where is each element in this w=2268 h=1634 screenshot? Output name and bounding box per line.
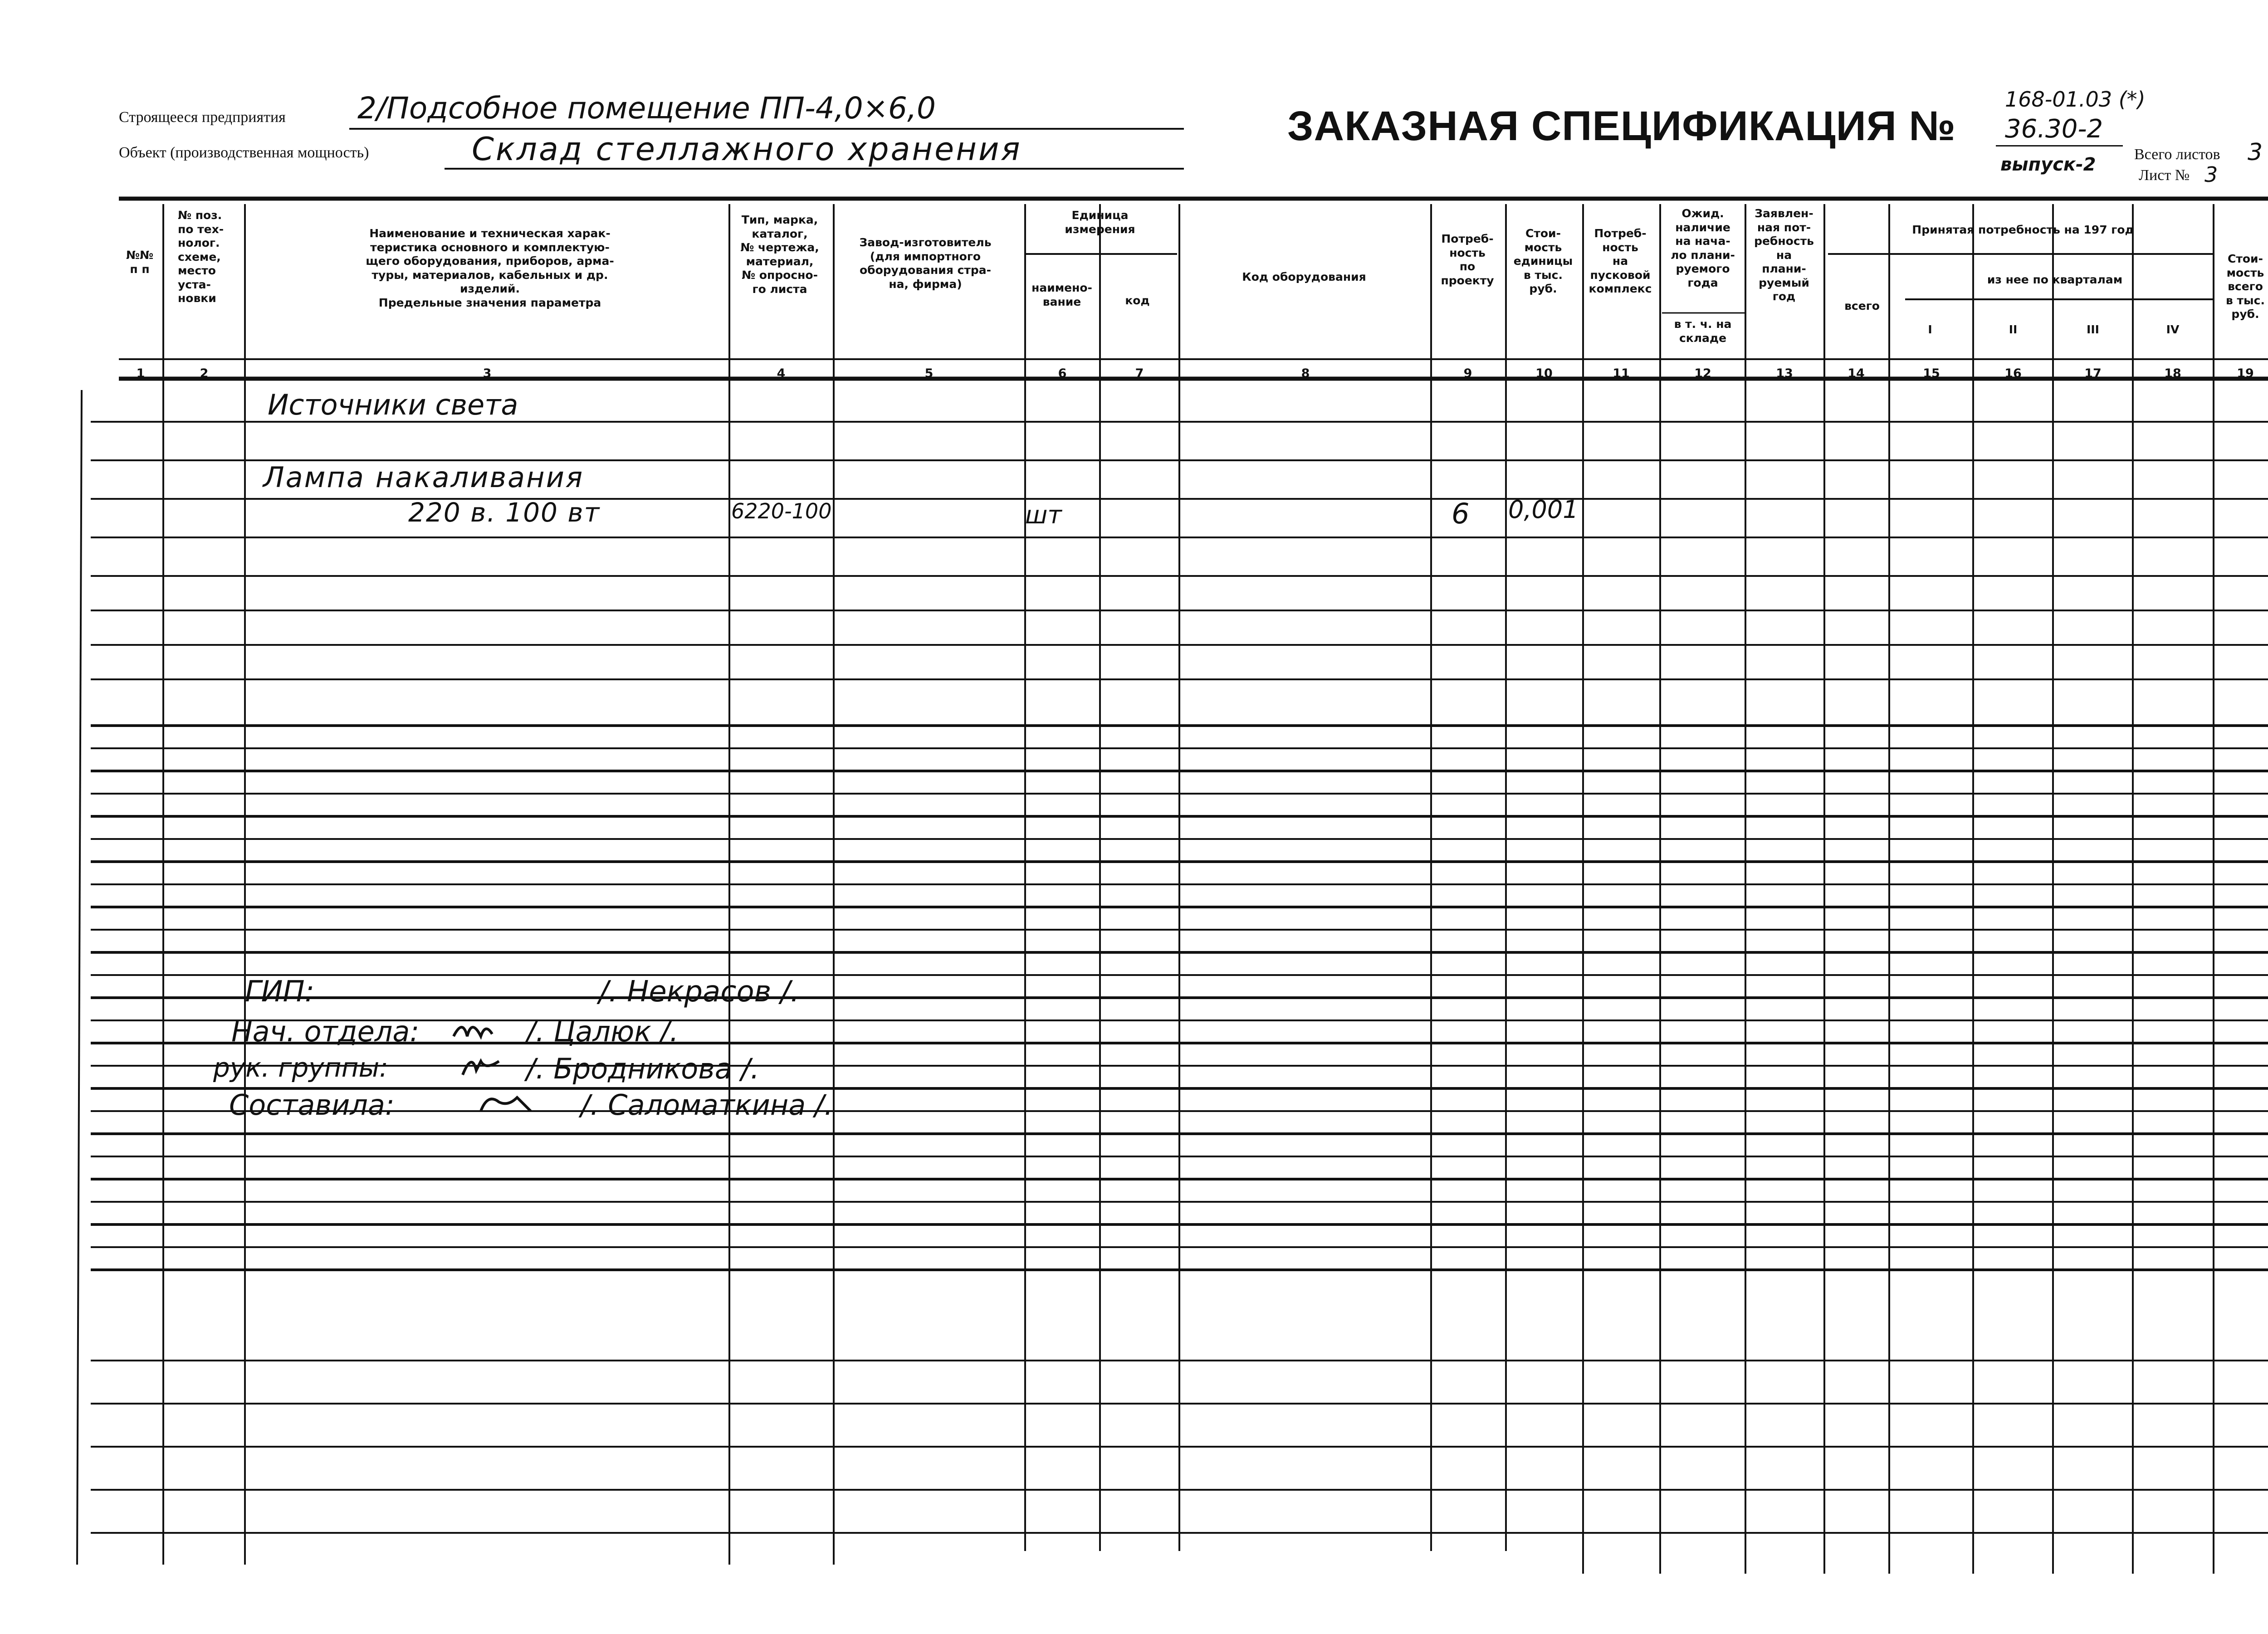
column-number-18: 18 [2164,366,2181,380]
col-header-15: I [1928,323,1932,336]
item-spec: 220 в. 100 вт [408,497,601,528]
dept-head-name: /. Цалюк /. [526,1015,679,1048]
signature-compiler [481,1097,531,1111]
col-header-1: №№ п п [126,249,154,276]
col-header-11: Потреб- ность на пусковой комплекс [1589,227,1652,295]
item-cost: 0,001 [1508,495,1579,524]
col-header-4: Тип, марка, каталог, № чертежа, материал, № опросно- го листа [740,213,819,296]
column-number-16: 16 [2004,366,2022,380]
compiler-name: /. Саломаткина /. [581,1088,833,1122]
col-header-6: наимено- вание [1031,281,1092,308]
column-number-4: 4 [777,366,786,380]
col-header-12b: в т. ч. на складе [1674,317,1732,345]
column-number-1: 1 [136,366,145,380]
col-header-2: № поз. по тех- нолог. схеме, место уста- новки [178,209,224,305]
object-label: Объект (производственная мощность) [119,144,369,161]
spec-number: 36.30-2 [2005,114,2103,144]
total-sheets-value: 3 [2248,139,2263,166]
object-value: Склад стеллажного хранения [472,131,1022,168]
col-header-accepted-group: Принятая потребность на 197 год [1912,223,2134,236]
enterprise-label: Строящееся предприятия [119,109,286,126]
col-header-13: Заявлен- ная пот- ребность на плани- руемый год [1754,207,1814,303]
sheet-label: Лист № [2139,167,2190,184]
column-number-2: 2 [200,366,209,380]
column-number-14: 14 [1848,366,1865,380]
column-number-11: 11 [1613,366,1630,380]
col-header-3: Наименование и техническая харак- теристика основного и комплектую- щего оборудования, приборов, арма- туры, материалов, кабельных и др. изделий. Предельные значения параметра [366,227,614,309]
compiler-role: Составила: [229,1088,395,1122]
col-header-14: всего [1844,299,1880,312]
enterprise-value: 2/Подсобное помещение ПП-4,0×6,0 [357,91,936,126]
column-number-5: 5 [924,366,934,380]
dept-head-role: Нач. отдела: [231,1015,420,1048]
gip-role: ГИП: [245,975,315,1009]
column-number-10: 10 [1535,366,1553,380]
col-header-12: Ожид. наличие на нача- ло плани- руемого года [1671,207,1735,289]
col-header-18: IV [2166,323,2180,336]
col-header-17: III [2087,323,2099,336]
col-header-9: Потреб- ность по проекту [1441,232,1494,287]
group-lead-role: рук. группы: [213,1052,388,1083]
signature-group-lead [463,1061,499,1075]
sheet-value: 3 [2204,162,2218,187]
total-sheets-label: Всего листов [2134,146,2220,163]
column-number-3: 3 [483,366,492,380]
gip-name: /. Некрасов /. [599,975,800,1009]
column-number-13: 13 [1776,366,1793,380]
column-number-9: 9 [1463,366,1472,380]
col-header-10: Стои- мость единицы в тыс. руб. [1513,227,1573,295]
column-number-15: 15 [1923,366,1940,380]
issue-number: выпуск-2 [2000,154,2096,175]
document-title: ЗАКАЗНАЯ СПЕЦИФИКАЦИЯ № [1287,103,1956,149]
col-header-quarters-group: из нее по кварталам [1987,273,2123,286]
col-header-7: код [1125,294,1150,307]
signature-dept-head [454,1027,492,1036]
group-lead-name: /. Бродникова /. [526,1052,760,1085]
item-name: Лампа накаливания [263,461,584,494]
spec-number-top: 168-01.03 (*) [2005,87,2146,112]
column-number-8: 8 [1301,366,1310,380]
col-header-16: II [2009,323,2018,336]
item-type: 6220-100 [731,499,832,523]
column-number-17: 17 [2084,366,2102,380]
col-header-8: Код оборудования [1242,270,1366,283]
col-header-5: Завод-изготовитель (для импортного оборудования стра- на, фирма) [859,236,992,291]
col-header-19: Стои- мость всего в тыс. руб. [2226,252,2265,321]
item-unit: шт [1025,501,1062,529]
item-qty: 6 [1452,497,1470,530]
column-number-6: 6 [1058,366,1067,380]
column-number-12: 12 [1694,366,1711,380]
column-number-19: 19 [2237,366,2254,380]
col-header-unit-group: Единица измерения [1065,209,1135,236]
section-title: Источники света [268,388,518,421]
column-number-7: 7 [1135,366,1144,380]
